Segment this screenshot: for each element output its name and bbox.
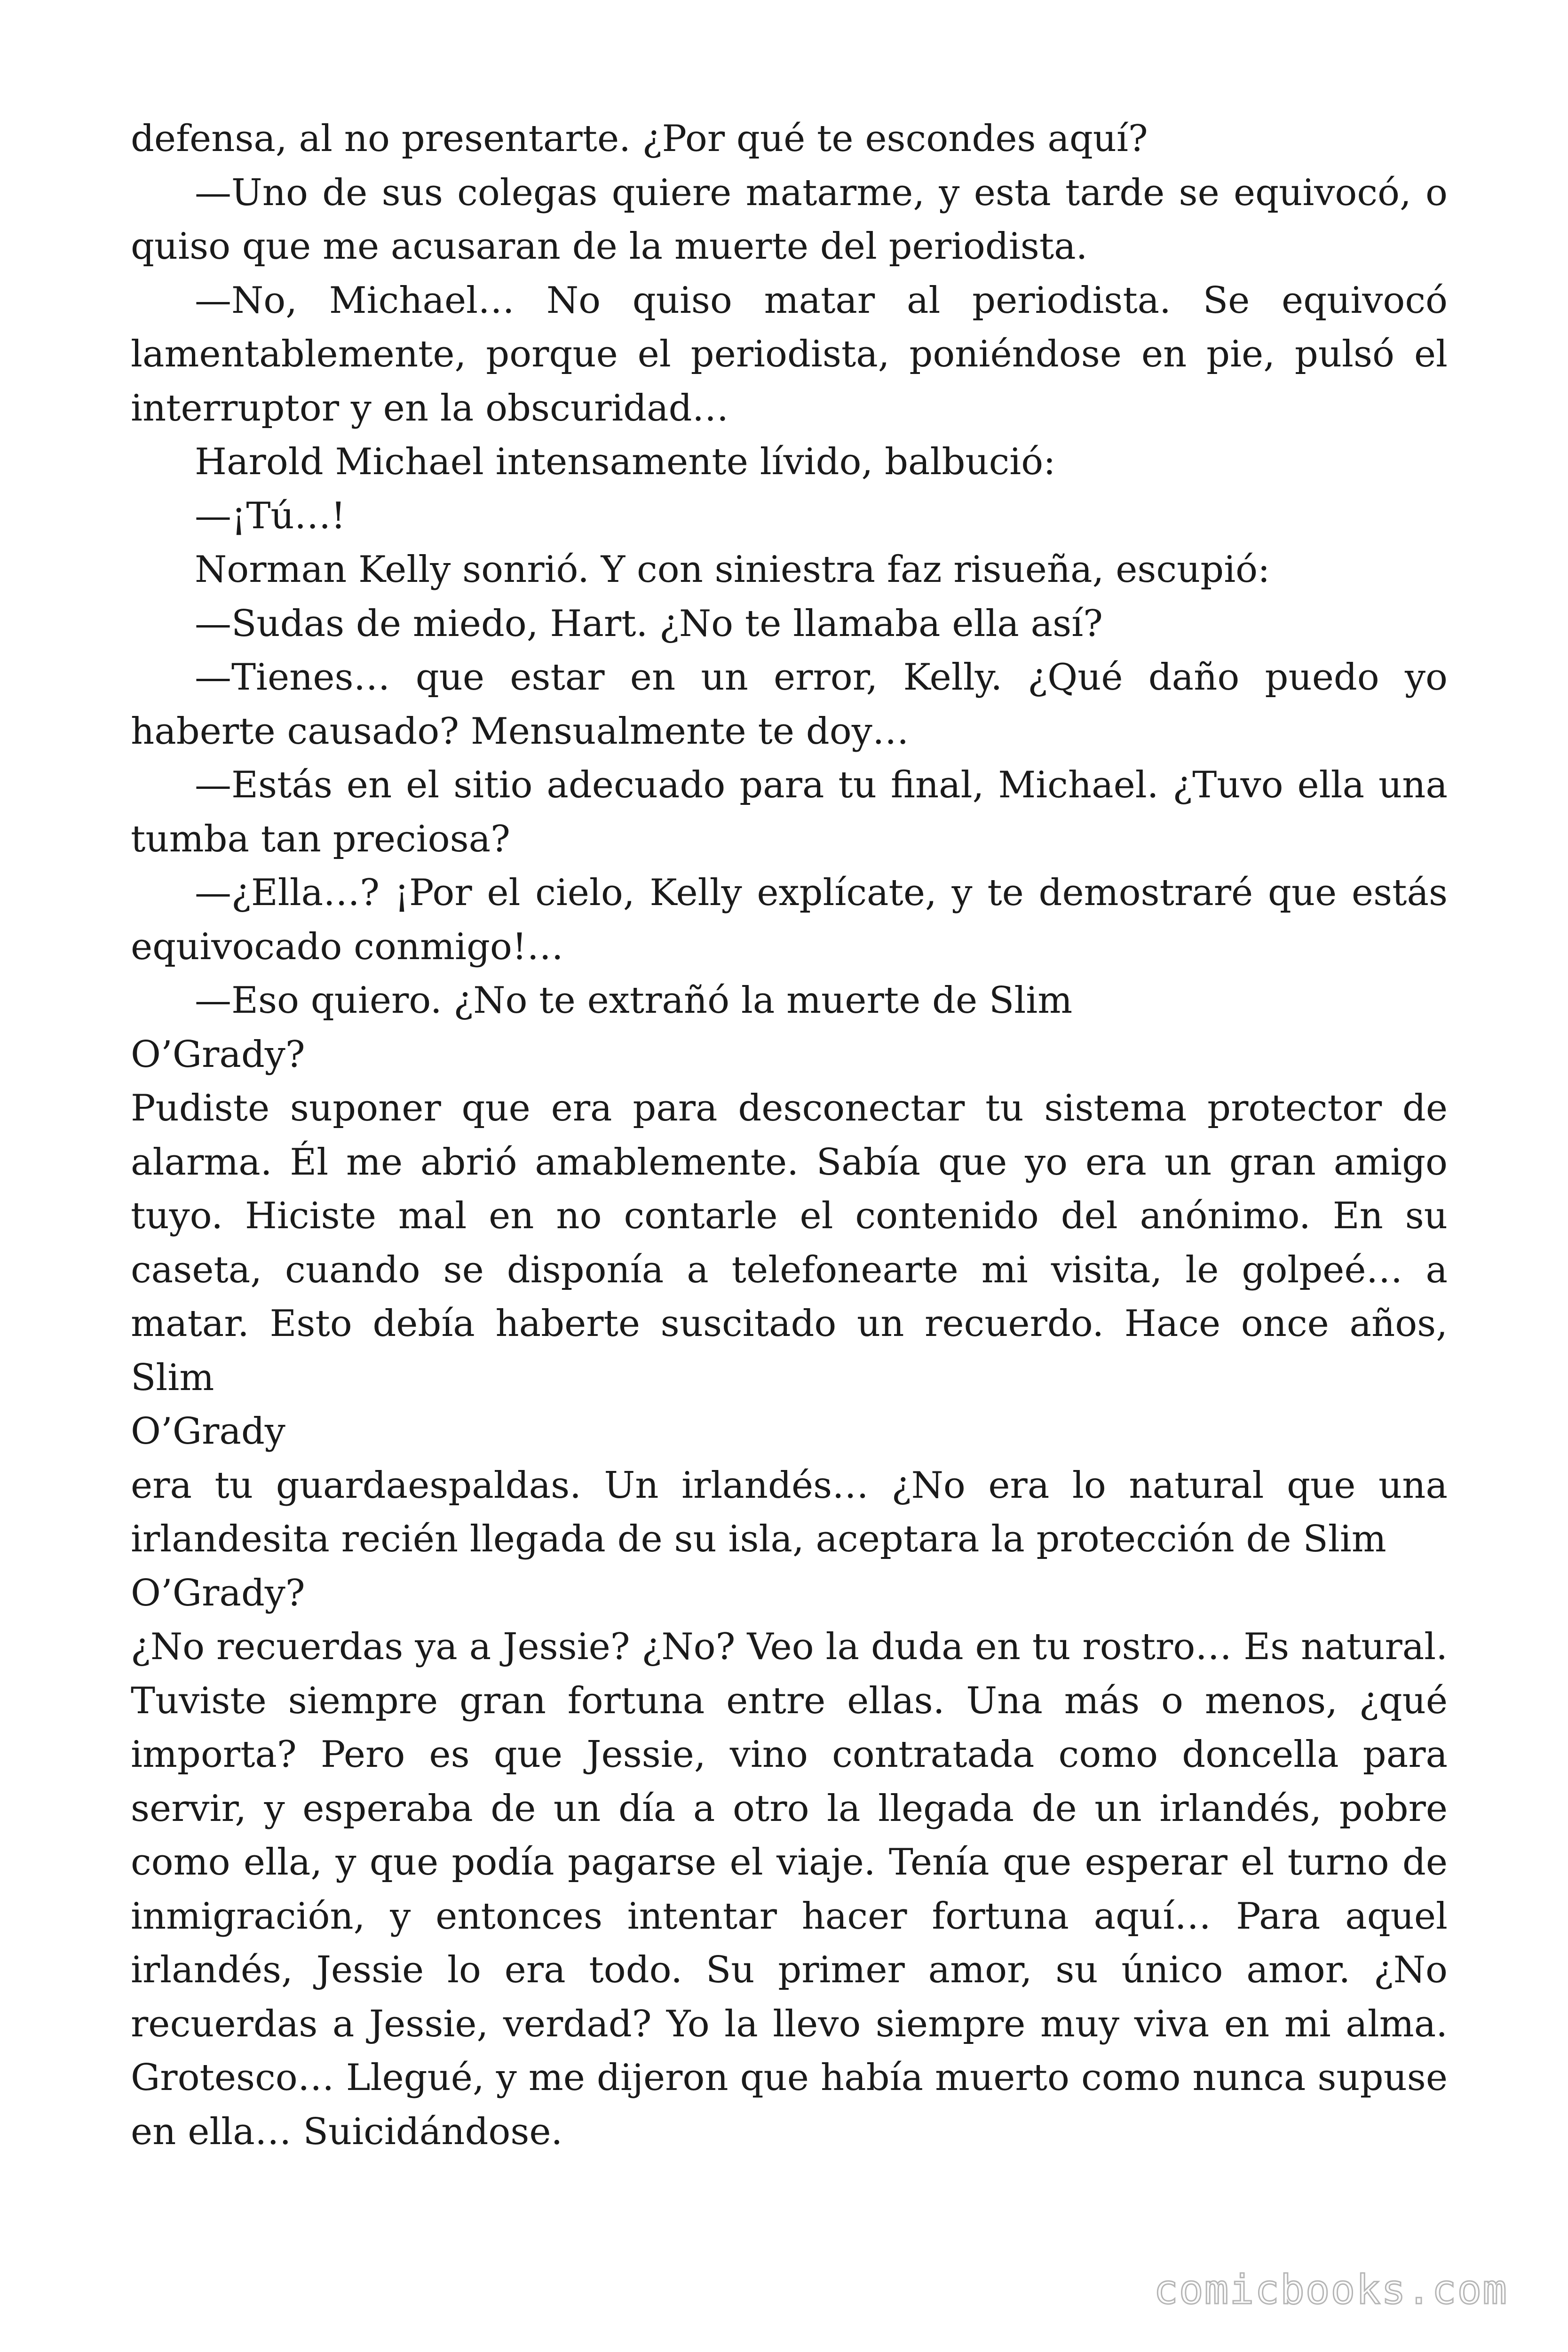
paragraph: Harold Michael intensamente lívido, balbució: <box>195 441 1056 483</box>
paragraph: —Sudas de miedo, Hart. ¿No te llamaba ella así? <box>195 602 1103 645</box>
paragraph: defensa, al no presentarte. ¿Por qué te escondes aquí? <box>131 118 1148 160</box>
paragraph: —Eso quiero. ¿No te extrañó la muerte de Slim <box>195 979 1073 1022</box>
paragraph: —No, Michael… No quiso matar al periodista. Se equivocó lamentablemente, porque el periodista, poniéndose en pie, pulsó el interruptor y en la obscuridad… <box>131 279 1448 429</box>
site-watermark: comicbooks.com <box>1154 2266 1508 2313</box>
paragraph: Pudiste suponer que era para desconectar tu sistema protector de alarma. Él me abrió amablemente. Sabía que yo era un gran amigo tuyo. Hiciste mal en no contarle el contenido del anónimo. En su caseta, cuando se disponía a telefonearte mi visita, le golpeé… a matar. Esto debía haberte suscitado un recuerdo. Hace once años, Slim <box>131 1087 1448 1399</box>
paragraph: —¿Ella…? ¡Por el cielo, Kelly explícate, y te demostraré que estás equivocado conmigo!… <box>131 872 1448 968</box>
paragraph: Norman Kelly sonrió. Y con siniestra faz risueña, escupió: <box>195 548 1270 591</box>
paragraph: O’Grady? <box>131 1033 305 1076</box>
paragraph: ¿No recuerdas ya a Jessie? ¿No? Veo la duda en tu rostro… Es natural. Tuviste siempre gran fortuna entre ellas. Una más o menos, ¿qué importa? Pero es que Jessie, vino contratada como doncella para servir, y esperaba de un día a otro la llegada de un irlandés, pobre como ella, y que podía pagarse el viaje. Tenía que esperar el turno de inmigración, y entonces intentar hacer fortuna aquí… Para aquel irlandés, Jessie lo era todo. Su primer amor, su único amor. ¿No recuerdas a Jessie, verdad? Yo la llevo siempre muy viva en mi alma. Grotesco… Llegué, y me dijeron que había muerto como nunca supuse en ella… Suicidándose. <box>131 1626 1448 2153</box>
paragraph: era tu guardaespaldas. Un irlandés… ¿No era lo natural que una irlandesita recién llegada de su isla, aceptara la protección de Slim <box>131 1464 1448 1560</box>
paragraph: —Uno de sus colegas quiere matarme, y esta tarde se equivocó, o quiso que me acusaran de la muerte del periodista. <box>131 171 1448 268</box>
paragraph: —Estás en el sitio adecuado para tu final, Michael. ¿Tuvo ella una tumba tan preciosa? <box>131 764 1448 860</box>
body-text <box>131 112 1448 2159</box>
paragraph: —¡Tú…! <box>195 494 346 537</box>
paragraph: O’Grady? <box>131 1572 305 1614</box>
paragraph: O’Grady <box>131 1410 285 1453</box>
paragraph: —Tienes… que estar en un error, Kelly. ¿Qué daño puedo yo haberte causado? Mensualmente te doy… <box>131 656 1448 753</box>
